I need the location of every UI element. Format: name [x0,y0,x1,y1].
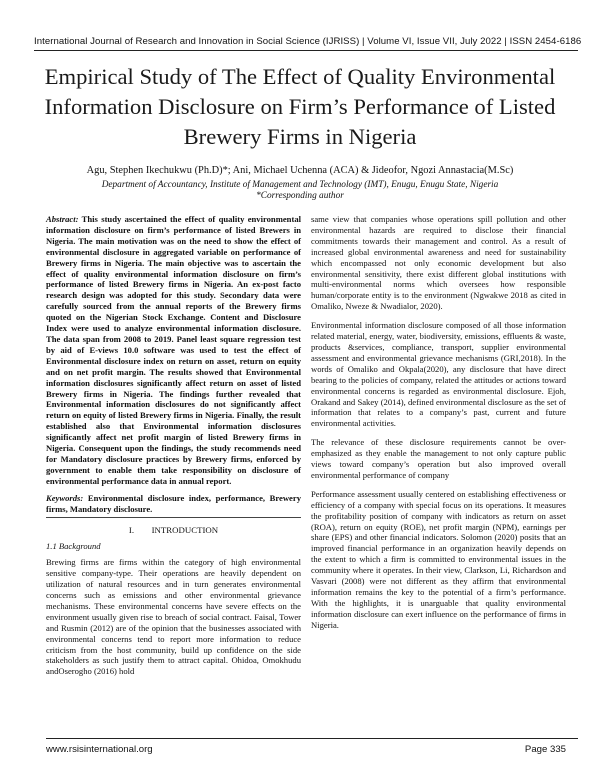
footer-website-link[interactable]: www.rsisinternational.org [46,744,153,755]
journal-header: International Journal of Research and Innovation in Social Science (IJRISS) | Volume VI, Issue VII, July 2022 | ISSN 2454-6186 [34,36,582,47]
right-column [311,214,566,639]
keywords-text: Environmental disclosure index, performance, Brewery firms, Mandatory disclosure. [46,492,301,514]
body-paragraph: The relevance of these disclosure requirements cannot be over-emphasized as they enable the management to not only capture public views toward company’s operation but also improved overall environmental performance of company [311,437,566,480]
abstract-text: This study ascertained the effect of quality environmental information disclosure on firm’s performance of listed Brewers in Nigeria. The main motivation was on the need to show the effect of environmental disclosure in aggregated variable on performance of Brewery firms in Nigeria. The main objective was to ascertain the effect of quality environmental information disclosure on firm’s performance of listed Brewery firms in Nigeria. An ex-post facto research design was adopted for this study. Secondary data were carefully sourced from the annual reports of the Brewery firms quoted on the Nigerian Stock Exchange. Content and Disclosure Index were used to analyze environmental information disclosure. The data span from 2008 to 2019. Panel least square regression test by aid of E-views 10.0 software was used to test the effect of Environmental disclosure index on return on asset, return on equity and on net profit margin. The results showed that Environmental information disclosures significantly affect return on asset of listed Brewery firms in Nigeria. The findings further revealed that Environmental information disclosures do not significantly affect return on equity of listed Brewery firms in Nigeria. Finally, the result established also that Environmental information disclosures significantly affect net profit margin of listed Brewery firms in Nigeria. Consequent upon the findings, the study recommends need for Mandatory disclosure practices by Brewery firms, enforced by government to enable them take responsibility on disclosure of environmental performance data in annual report. [46,214,302,486]
left-column [46,214,301,677]
subsection-heading: 1.1 Background [46,541,101,552]
abstract [46,214,301,487]
page-number: Page 335 [524,744,566,755]
corresponding-author-note: *Corresponding author [256,191,344,201]
author-list: Agu, Stephen Ikechukwu (Ph.D)*; Ani, Michael Uchenna (ACA) & Jideofor, Ngozi Annastacia(M.Sc) [86,165,514,176]
section-divider [46,517,301,518]
body-paragraph: same view that companies whose operations spill pollution and other environmental hazards are required to disclose their financial commitments towards their management and control. As a result of increased global environmental awareness and need for sustainability which encompassed not only economic development but also environmental sensitivity, there exist different global institutions with multi-environmental norms which oversees how responsible human/corporate entity is to the environment (Ngwakwe 2018 as cited in Omaliko, Nweze & Nwadialor, 2020). [311,214,566,312]
footer-rule [46,738,578,739]
affiliation-block [30,180,570,202]
body-paragraph: Performance assessment usually centered on establishing effectiveness or efficiency of a company with special focus on its operations. It measures the profitability position of company with indicators as return on asset (ROA), return on equity (ROE), net profit margin (NPM), earnings per share (EPS) and other financial indicators. Solomon (2020) posits that an improved financial performance in an organization heavily depends on the extent to which a firm is committed to environmental issues in the community where it operates. In their view, Clarkson, Li, Richardson and Vasvari (2008) were not different as they affirm that environmental information remains the key to the potential of a firm’s performance. With the highlights, it is unarguable that quality environmental information disclosure can exert influence on the performance of firms in Nigeria. [311,488,566,630]
section-heading: I. INTRODUCTION [128,525,219,536]
abstract-label: Abstract: [46,214,79,224]
intro-paragraph: Brewing firms are firms within the category of high environmental sensitive company-type. Their operations are heavily dependent on utilization of natural resources and in turn generates environmental concerns such as emissions and other environmental grievance mechanisms. These environmental concerns have severe effects on the environment usually given rise to breach of social contract. Faisal, Tower and Rusmin (2012) are of the opinion that the businesses associated with environmental concerns tend to report more information to reduce criticism from the host community, build up confidence on the side stakeholders as such justify them to attract capital. Ohidoa, Omokhudu andOserogho (2016) hold [46,557,301,677]
affiliation: Department of Accountancy, Institute of Management and Technology (IMT), Enugu, Enugu State, Nigeria [101,180,499,190]
keywords [46,493,301,515]
keywords-label: Keywords: [46,492,84,503]
paper-title: Empirical Study of The Effect of Quality Environmental Information Disclosure on Firm’s Performance of Listed Brewery Firms in Nigeria [44,64,556,149]
header-rule [34,50,578,51]
body-paragraph: Environmental information disclosure composed of all those information related material, energy, water, biodiversity, emissions, effluents & waste, products &services, compliance, transport, supplier environmental assessment and environmental grievance mechanisms (GRI,2018). In the words of Omaliko and Okpala(2020), any disclosure that have direct bearing to the policies of company, related the attitudes or actions toward environmental concerns is regarded as environmental disclosure. Ejoh, Orakand and Sakey (2014), defined environmental disclosure as the set of information that relates to a company’s past, current and future environmental activities. [311,320,566,429]
